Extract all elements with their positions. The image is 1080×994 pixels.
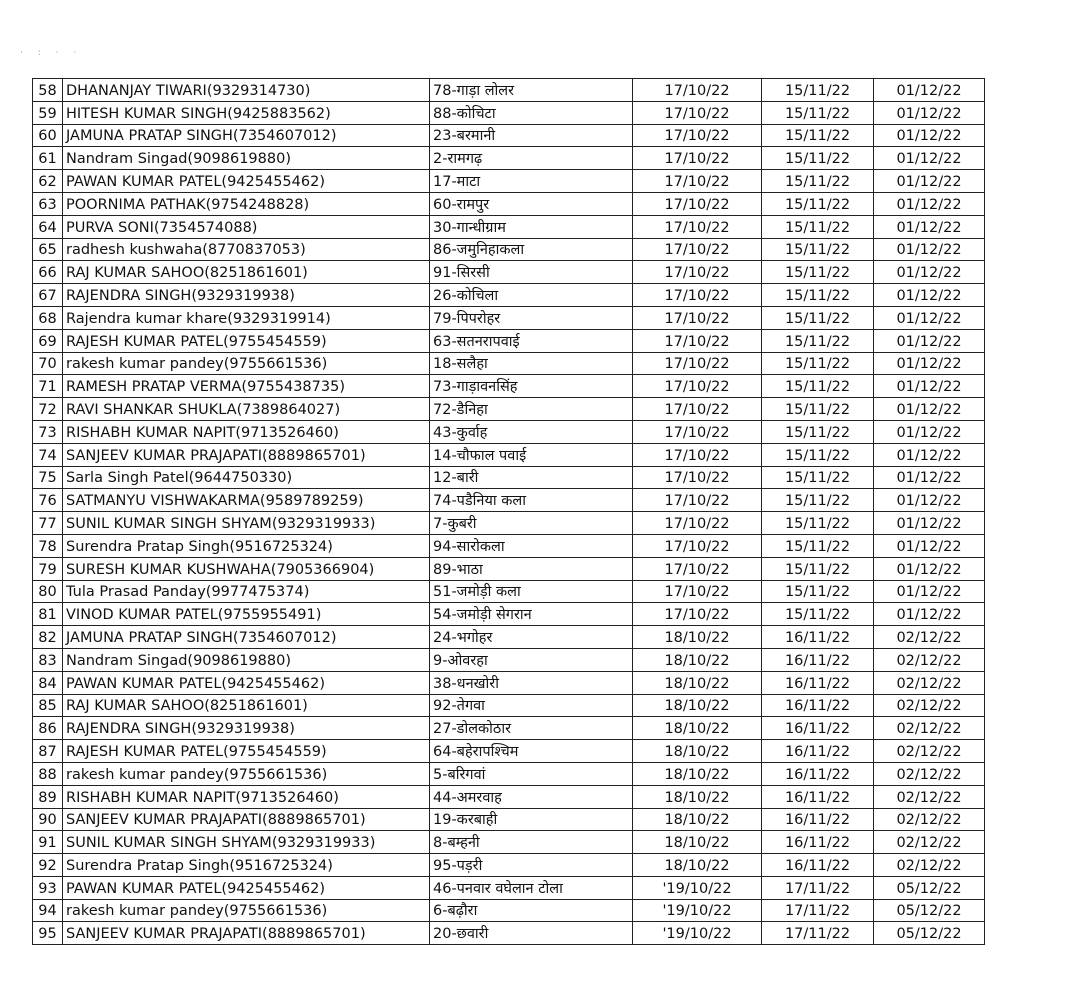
table-row: [33, 443, 985, 466]
date-first: 18/10/22: [633, 785, 762, 808]
date-second: 15/11/22: [762, 534, 874, 557]
row-number: 79: [33, 557, 63, 580]
date-first: '19/10/22: [633, 899, 762, 922]
date-second: 15/11/22: [762, 79, 874, 102]
date-second: 17/11/22: [762, 876, 874, 899]
date-third: 01/12/22: [874, 306, 985, 329]
date-first: 18/10/22: [633, 854, 762, 877]
date-second: 16/11/22: [762, 648, 874, 671]
row-number: 90: [33, 808, 63, 831]
date-second: 15/11/22: [762, 489, 874, 512]
date-second: 16/11/22: [762, 626, 874, 649]
date-second: 15/11/22: [762, 603, 874, 626]
date-second: 15/11/22: [762, 557, 874, 580]
table-row: [33, 854, 985, 877]
table-row: [33, 580, 985, 603]
table-row: [33, 238, 985, 261]
date-third: 01/12/22: [874, 603, 985, 626]
row-number: 60: [33, 124, 63, 147]
date-first: 17/10/22: [633, 306, 762, 329]
date-third: 02/12/22: [874, 808, 985, 831]
village-name: 73-गाड़ावनसिंह: [430, 375, 633, 398]
assignee-name: SANJEEV KUMAR PRAJAPATI(8889865701): [63, 922, 430, 945]
date-third: 01/12/22: [874, 489, 985, 512]
date-third: 05/12/22: [874, 922, 985, 945]
assignee-name: SURESH KUMAR KUSHWAHA(7905366904): [63, 557, 430, 580]
village-name: 60-रामपुर: [430, 192, 633, 215]
row-number: 94: [33, 899, 63, 922]
assignee-name: RAVI SHANKAR SHUKLA(7389864027): [63, 398, 430, 421]
date-first: 17/10/22: [633, 580, 762, 603]
date-first: '19/10/22: [633, 876, 762, 899]
date-second: 15/11/22: [762, 352, 874, 375]
row-number: 65: [33, 238, 63, 261]
village-name: 92-तेगवा: [430, 694, 633, 717]
row-number: 63: [33, 192, 63, 215]
date-third: 01/12/22: [874, 580, 985, 603]
date-third: 01/12/22: [874, 238, 985, 261]
date-second: 16/11/22: [762, 671, 874, 694]
row-number: 85: [33, 694, 63, 717]
row-number: 59: [33, 101, 63, 124]
table-row: [33, 79, 985, 102]
date-second: 16/11/22: [762, 694, 874, 717]
date-first: 18/10/22: [633, 671, 762, 694]
village-name: 26-कोचिला: [430, 284, 633, 307]
village-name: 14-चौफाल पवाई: [430, 443, 633, 466]
date-first: 18/10/22: [633, 626, 762, 649]
date-second: 15/11/22: [762, 124, 874, 147]
assignee-name: radhesh kushwaha(8770837053): [63, 238, 430, 261]
table-row: [33, 808, 985, 831]
row-number: 76: [33, 489, 63, 512]
table-row: [33, 740, 985, 763]
table-row: [33, 101, 985, 124]
date-second: 17/11/22: [762, 899, 874, 922]
row-number: 74: [33, 443, 63, 466]
table-row: [33, 420, 985, 443]
date-second: 15/11/22: [762, 420, 874, 443]
village-name: 8-बम्हनी: [430, 831, 633, 854]
village-name: 5-बरिगवां: [430, 762, 633, 785]
date-third: 01/12/22: [874, 443, 985, 466]
date-first: 17/10/22: [633, 534, 762, 557]
date-first: '19/10/22: [633, 922, 762, 945]
row-number: 82: [33, 626, 63, 649]
village-name: 74-पडैनिया कला: [430, 489, 633, 512]
table-row: [33, 329, 985, 352]
date-third: 02/12/22: [874, 648, 985, 671]
assignee-name: PURVA SONI(7354574088): [63, 215, 430, 238]
date-second: 15/11/22: [762, 443, 874, 466]
date-third: 02/12/22: [874, 854, 985, 877]
village-name: 9-ओवरहा: [430, 648, 633, 671]
table-row: [33, 124, 985, 147]
date-second: 15/11/22: [762, 398, 874, 421]
row-number: 62: [33, 170, 63, 193]
village-name: 46-पनवार वघेलान टोला: [430, 876, 633, 899]
date-first: 17/10/22: [633, 352, 762, 375]
assignee-name: rakesh kumar pandey(9755661536): [63, 352, 430, 375]
assignee-name: PAWAN KUMAR PATEL(9425455462): [63, 170, 430, 193]
date-first: 17/10/22: [633, 101, 762, 124]
village-name: 91-सिरसी: [430, 261, 633, 284]
table-row: [33, 717, 985, 740]
village-name: 17-माटा: [430, 170, 633, 193]
village-name: 27-डोलकोठार: [430, 717, 633, 740]
row-number: 80: [33, 580, 63, 603]
date-third: 02/12/22: [874, 694, 985, 717]
date-third: 01/12/22: [874, 192, 985, 215]
date-second: 15/11/22: [762, 306, 874, 329]
table-row: [33, 694, 985, 717]
date-third: 01/12/22: [874, 79, 985, 102]
date-third: 01/12/22: [874, 352, 985, 375]
date-second: 15/11/22: [762, 101, 874, 124]
row-number: 83: [33, 648, 63, 671]
row-number: 81: [33, 603, 63, 626]
date-third: 01/12/22: [874, 329, 985, 352]
date-third: 02/12/22: [874, 626, 985, 649]
date-third: 01/12/22: [874, 101, 985, 124]
assignee-name: rakesh kumar pandey(9755661536): [63, 899, 430, 922]
date-first: 18/10/22: [633, 694, 762, 717]
assignee-name: RAJ KUMAR SAHOO(8251861601): [63, 694, 430, 717]
date-second: 16/11/22: [762, 740, 874, 763]
village-name: 18-सलैहा: [430, 352, 633, 375]
assignee-name: SUNIL KUMAR SINGH SHYAM(9329319933): [63, 831, 430, 854]
date-second: 15/11/22: [762, 466, 874, 489]
row-number: 61: [33, 147, 63, 170]
table-row: [33, 899, 985, 922]
village-name: 63-सतनरापवाई: [430, 329, 633, 352]
assignee-name: Surendra Pratap Singh(9516725324): [63, 534, 430, 557]
date-first: 18/10/22: [633, 648, 762, 671]
assignee-name: Rajendra kumar khare(9329319914): [63, 306, 430, 329]
table-row: [33, 922, 985, 945]
village-name: 24-भगोहर: [430, 626, 633, 649]
date-first: 17/10/22: [633, 238, 762, 261]
date-third: 01/12/22: [874, 215, 985, 238]
assignee-name: SANJEEV KUMAR PRAJAPATI(8889865701): [63, 808, 430, 831]
date-first: 18/10/22: [633, 762, 762, 785]
date-third: 01/12/22: [874, 170, 985, 193]
table-row: [33, 306, 985, 329]
village-name: 89-भाठा: [430, 557, 633, 580]
date-first: 17/10/22: [633, 170, 762, 193]
row-number: 91: [33, 831, 63, 854]
date-second: 15/11/22: [762, 215, 874, 238]
row-number: 87: [33, 740, 63, 763]
date-third: 01/12/22: [874, 534, 985, 557]
row-number: 93: [33, 876, 63, 899]
assignee-name: JAMUNA PRATAP SINGH(7354607012): [63, 626, 430, 649]
row-number: 92: [33, 854, 63, 877]
table-row: [33, 603, 985, 626]
assignee-name: RAJ KUMAR SAHOO(8251861601): [63, 261, 430, 284]
row-number: 64: [33, 215, 63, 238]
date-second: 17/11/22: [762, 922, 874, 945]
date-third: 02/12/22: [874, 671, 985, 694]
assignee-name: Nandram Singad(9098619880): [63, 648, 430, 671]
date-second: 15/11/22: [762, 192, 874, 215]
date-first: 17/10/22: [633, 603, 762, 626]
assignee-name: PAWAN KUMAR PATEL(9425455462): [63, 876, 430, 899]
village-name: 95-पड़री: [430, 854, 633, 877]
date-third: 01/12/22: [874, 420, 985, 443]
date-first: 18/10/22: [633, 808, 762, 831]
date-first: 18/10/22: [633, 831, 762, 854]
row-number: 71: [33, 375, 63, 398]
date-third: 02/12/22: [874, 831, 985, 854]
date-first: 17/10/22: [633, 79, 762, 102]
table-row: [33, 512, 985, 535]
assignee-name: DHANANJAY TIWARI(9329314730): [63, 79, 430, 102]
table-row: [33, 785, 985, 808]
assignee-name: rakesh kumar pandey(9755661536): [63, 762, 430, 785]
row-number: 78: [33, 534, 63, 557]
village-name: 20-छवारी: [430, 922, 633, 945]
date-third: 05/12/22: [874, 899, 985, 922]
village-name: 88-कोचिटा: [430, 101, 633, 124]
table-row: [33, 284, 985, 307]
table-row: [33, 398, 985, 421]
assignee-name: JAMUNA PRATAP SINGH(7354607012): [63, 124, 430, 147]
table-row: [33, 671, 985, 694]
row-number: 69: [33, 329, 63, 352]
row-number: 86: [33, 717, 63, 740]
assignee-name: RAJESH KUMAR PATEL(9755454559): [63, 329, 430, 352]
assignee-name: SUNIL KUMAR SINGH SHYAM(9329319933): [63, 512, 430, 535]
date-second: 15/11/22: [762, 375, 874, 398]
date-first: 17/10/22: [633, 443, 762, 466]
date-third: 01/12/22: [874, 398, 985, 421]
table-row: [33, 626, 985, 649]
date-second: 15/11/22: [762, 170, 874, 193]
date-second: 16/11/22: [762, 762, 874, 785]
date-first: 17/10/22: [633, 420, 762, 443]
row-number: 84: [33, 671, 63, 694]
village-name: 51-जमोड़ी कला: [430, 580, 633, 603]
date-second: 15/11/22: [762, 580, 874, 603]
date-first: 17/10/22: [633, 466, 762, 489]
row-number: 66: [33, 261, 63, 284]
assignee-name: RAJENDRA SINGH(9329319938): [63, 284, 430, 307]
date-third: 02/12/22: [874, 785, 985, 808]
village-name: 64-बहेरापश्चिम: [430, 740, 633, 763]
date-first: 17/10/22: [633, 215, 762, 238]
date-first: 17/10/22: [633, 329, 762, 352]
schedule-table: [32, 78, 985, 945]
village-name: 38-धनखोरी: [430, 671, 633, 694]
date-third: 01/12/22: [874, 147, 985, 170]
row-number: 88: [33, 762, 63, 785]
village-name: 43-कुर्वाह: [430, 420, 633, 443]
assignee-name: Sarla Singh Patel(9644750330): [63, 466, 430, 489]
table-row: [33, 170, 985, 193]
date-second: 16/11/22: [762, 785, 874, 808]
date-third: 02/12/22: [874, 740, 985, 763]
date-second: 15/11/22: [762, 147, 874, 170]
table-row: [33, 375, 985, 398]
assignee-name: VINOD KUMAR PATEL(9755955491): [63, 603, 430, 626]
table-row: [33, 489, 985, 512]
table-row: [33, 466, 985, 489]
assignee-name: RAJENDRA SINGH(9329319938): [63, 717, 430, 740]
date-third: 01/12/22: [874, 375, 985, 398]
date-third: 02/12/22: [874, 762, 985, 785]
date-second: 16/11/22: [762, 831, 874, 854]
assignee-name: SANJEEV KUMAR PRAJAPATI(8889865701): [63, 443, 430, 466]
village-name: 23-बरमानी: [430, 124, 633, 147]
village-name: 7-कुबरी: [430, 512, 633, 535]
village-name: 94-सारोकला: [430, 534, 633, 557]
date-third: 05/12/22: [874, 876, 985, 899]
date-first: 17/10/22: [633, 512, 762, 535]
assignee-name: Nandram Singad(9098619880): [63, 147, 430, 170]
date-first: 17/10/22: [633, 124, 762, 147]
village-name: 72-डैनिहा: [430, 398, 633, 421]
village-name: 78-गाड़ा लोलर: [430, 79, 633, 102]
assignee-name: POORNIMA PATHAK(9754248828): [63, 192, 430, 215]
date-second: 15/11/22: [762, 512, 874, 535]
date-first: 17/10/22: [633, 284, 762, 307]
row-number: 72: [33, 398, 63, 421]
date-second: 15/11/22: [762, 238, 874, 261]
date-second: 16/11/22: [762, 854, 874, 877]
date-first: 17/10/22: [633, 192, 762, 215]
table-row: [33, 215, 985, 238]
village-name: 6-बढ़ौरा: [430, 899, 633, 922]
date-first: 17/10/22: [633, 557, 762, 580]
village-name: 2-रामगढ़: [430, 147, 633, 170]
village-name: 44-अमरवाह: [430, 785, 633, 808]
row-number: 95: [33, 922, 63, 945]
assignee-name: Tula Prasad Panday(9977475374): [63, 580, 430, 603]
village-name: 86-जमुनिहाकला: [430, 238, 633, 261]
assignee-name: RAMESH PRATAP VERMA(9755438735): [63, 375, 430, 398]
date-first: 18/10/22: [633, 717, 762, 740]
table-row: [33, 762, 985, 785]
table-row: [33, 192, 985, 215]
assignee-name: RAJESH KUMAR PATEL(9755454559): [63, 740, 430, 763]
assignee-name: SATMANYU VISHWAKARMA(9589789259): [63, 489, 430, 512]
assignee-name: RISHABH KUMAR NAPIT(9713526460): [63, 785, 430, 808]
date-second: 15/11/22: [762, 329, 874, 352]
village-name: 54-जमोड़ी सेगरान: [430, 603, 633, 626]
date-third: 01/12/22: [874, 512, 985, 535]
village-name: 30-गान्धीग्राम: [430, 215, 633, 238]
row-number: 75: [33, 466, 63, 489]
village-name: 19-करबाही: [430, 808, 633, 831]
date-first: 17/10/22: [633, 147, 762, 170]
table-row: [33, 261, 985, 284]
scan-artifact: · : · ·: [20, 48, 83, 58]
date-second: 15/11/22: [762, 261, 874, 284]
row-number: 73: [33, 420, 63, 443]
date-second: 15/11/22: [762, 284, 874, 307]
village-name: 79-पिपरोहर: [430, 306, 633, 329]
row-number: 68: [33, 306, 63, 329]
village-name: 12-बारी: [430, 466, 633, 489]
date-third: 01/12/22: [874, 557, 985, 580]
table-row: [33, 534, 985, 557]
table-row: [33, 648, 985, 671]
date-first: 17/10/22: [633, 398, 762, 421]
table-row: [33, 876, 985, 899]
date-first: 18/10/22: [633, 740, 762, 763]
date-first: 17/10/22: [633, 261, 762, 284]
date-first: 17/10/22: [633, 489, 762, 512]
date-third: 01/12/22: [874, 261, 985, 284]
table-row: [33, 147, 985, 170]
date-third: 01/12/22: [874, 466, 985, 489]
table-row: [33, 352, 985, 375]
row-number: 89: [33, 785, 63, 808]
assignee-name: PAWAN KUMAR PATEL(9425455462): [63, 671, 430, 694]
date-second: 16/11/22: [762, 717, 874, 740]
table-row: [33, 557, 985, 580]
row-number: 77: [33, 512, 63, 535]
row-number: 58: [33, 79, 63, 102]
date-third: 02/12/22: [874, 717, 985, 740]
table-body: [33, 79, 985, 945]
table-row: [33, 831, 985, 854]
assignee-name: HITESH KUMAR SINGH(9425883562): [63, 101, 430, 124]
date-third: 01/12/22: [874, 284, 985, 307]
date-second: 16/11/22: [762, 808, 874, 831]
row-number: 67: [33, 284, 63, 307]
date-third: 01/12/22: [874, 124, 985, 147]
assignee-name: Surendra Pratap Singh(9516725324): [63, 854, 430, 877]
assignee-name: RISHABH KUMAR NAPIT(9713526460): [63, 420, 430, 443]
row-number: 70: [33, 352, 63, 375]
date-first: 17/10/22: [633, 375, 762, 398]
